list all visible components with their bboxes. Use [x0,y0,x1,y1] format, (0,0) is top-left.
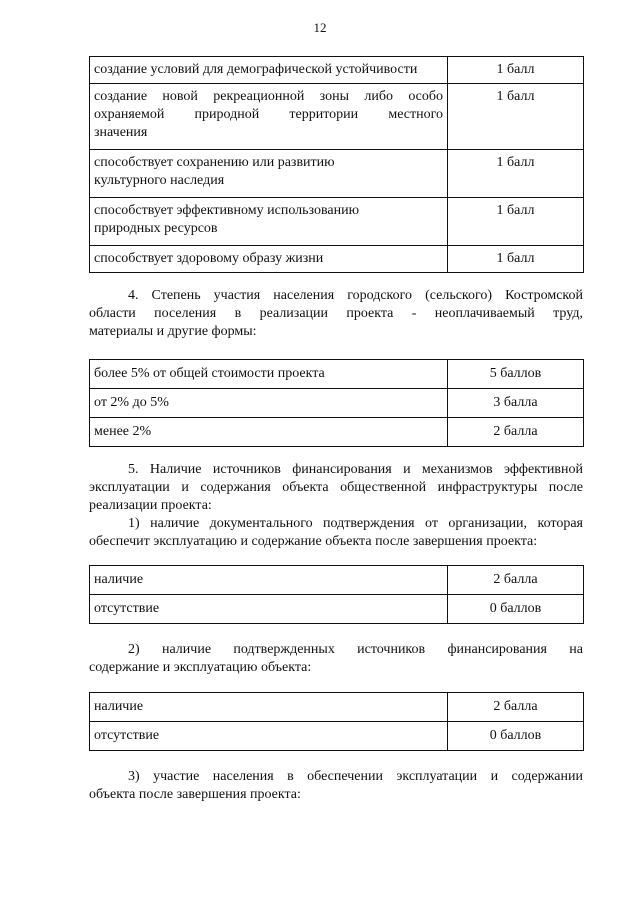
score-cell: 5 баллов [448,360,584,389]
criterion-cell: наличие [90,566,448,595]
table-row [90,57,584,84]
table-row [90,693,584,722]
funding-sources-table [89,692,584,751]
score-cell: 1 балл [448,198,584,246]
score-cell: 1 балл [448,150,584,198]
criterion-cell: отсутствие [90,595,448,624]
criterion-cell: создание условий для демографической устойчивости [90,57,448,84]
table-row [90,595,584,624]
criteria-table [89,56,584,273]
score-cell: 2 балла [448,693,584,722]
criterion-cell: более 5% от общей стоимости проекта [90,360,448,389]
criterion-cell: создание новой рекреационной зоны либо особо охраняемой природной территории местного значения [90,84,448,150]
table-row [90,566,584,595]
score-cell: 0 баллов [448,595,584,624]
operator-document-table [89,565,584,624]
score-cell: 0 баллов [448,722,584,751]
page-number: 12 [313,20,327,35]
score-cell: 2 балла [448,566,584,595]
table-row [90,722,584,751]
section-4-paragraph: 4. Степень участия населения городского (сельского) Костромской области поселения в реализации проекта - неоплачиваемый труд, материалы и другие формы: [89,288,583,339]
score-cell: 2 балла [448,418,584,447]
table-row [90,198,584,246]
item-2-paragraph: 2) наличие подтвержденных источников финансирования на содержание и эксплуатацию объекта: [89,642,583,675]
score-cell: 1 балл [448,246,584,273]
score-cell: 1 балл [448,57,584,84]
table-row [90,389,584,418]
criterion-cell: способствует эффективному использованию природных ресурсов [90,198,448,246]
criterion-cell: от 2% до 5% [90,389,448,418]
criterion-cell: способствует сохранению или развитию культурного наследия [90,150,448,198]
item-3-paragraph: 3) участие населения в обеспечении эксплуатации и содержании объекта после завершения проекта: [89,769,583,802]
criterion-cell: менее 2% [90,418,448,447]
score-cell: 1 балл [448,84,584,150]
table-row [90,246,584,273]
criterion-cell: наличие [90,693,448,722]
participation-table [89,359,584,447]
table-row [90,84,584,150]
score-cell: 3 балла [448,389,584,418]
section-5-paragraph: 5. Наличие источников финансирования и механизмов эффективной эксплуатации и содержания объекта общественной инфраструктуры после реализации проекта: 1) наличие документального подтверждения от организации, которая обеспечит эксплуатацию и содержание объекта после завершения проекта: [89,462,583,549]
table-row [90,360,584,389]
table-row [90,150,584,198]
criterion-cell: отсутствие [90,722,448,751]
table-row [90,418,584,447]
criterion-cell: способствует здоровому образу жизни [90,246,448,273]
